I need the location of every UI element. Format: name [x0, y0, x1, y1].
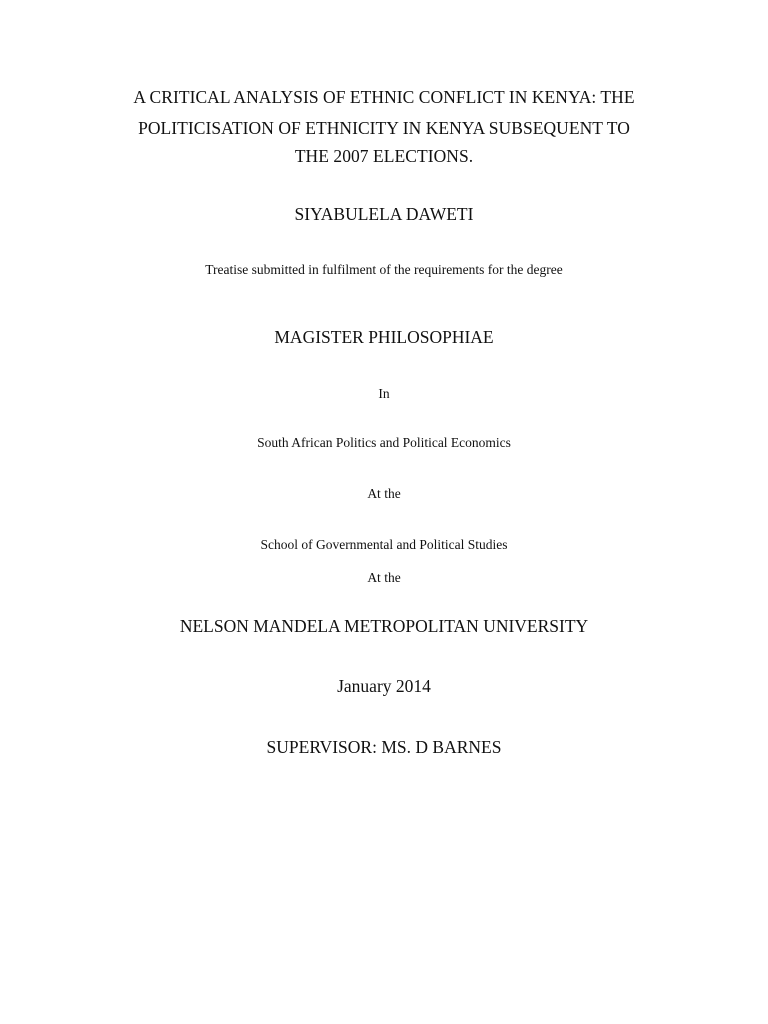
- university-name: NELSON MANDELA METROPOLITAN UNIVERSITY: [179, 616, 589, 636]
- connector-at-the-1: At the: [367, 486, 401, 501]
- submission-statement: Treatise submitted in fulfilment of the requirements for the degree: [205, 262, 563, 277]
- school-name: School of Governmental and Political Studies: [260, 537, 508, 552]
- thesis-title-line-1: A CRITICAL ANALYSIS OF ETHNIC CONFLICT IN KENYA: THE: [133, 87, 635, 107]
- submission-date: January 2014: [337, 676, 431, 696]
- supervisor-name: SUPERVISOR: MS. D BARNES: [266, 737, 502, 757]
- author-name: SIYABULELA DAWETI: [294, 204, 474, 224]
- field-of-study: South African Politics and Political Economics: [257, 435, 511, 450]
- thesis-title-line-2: POLITICISATION OF ETHNICITY IN KENYA SUBSEQUENT TO: [138, 118, 630, 138]
- thesis-title-line-3: THE 2007 ELECTIONS.: [294, 146, 474, 166]
- connector-at-the-2: At the: [367, 570, 401, 585]
- degree-name: MAGISTER PHILOSOPHIAE: [274, 327, 494, 347]
- connector-in: In: [378, 386, 390, 401]
